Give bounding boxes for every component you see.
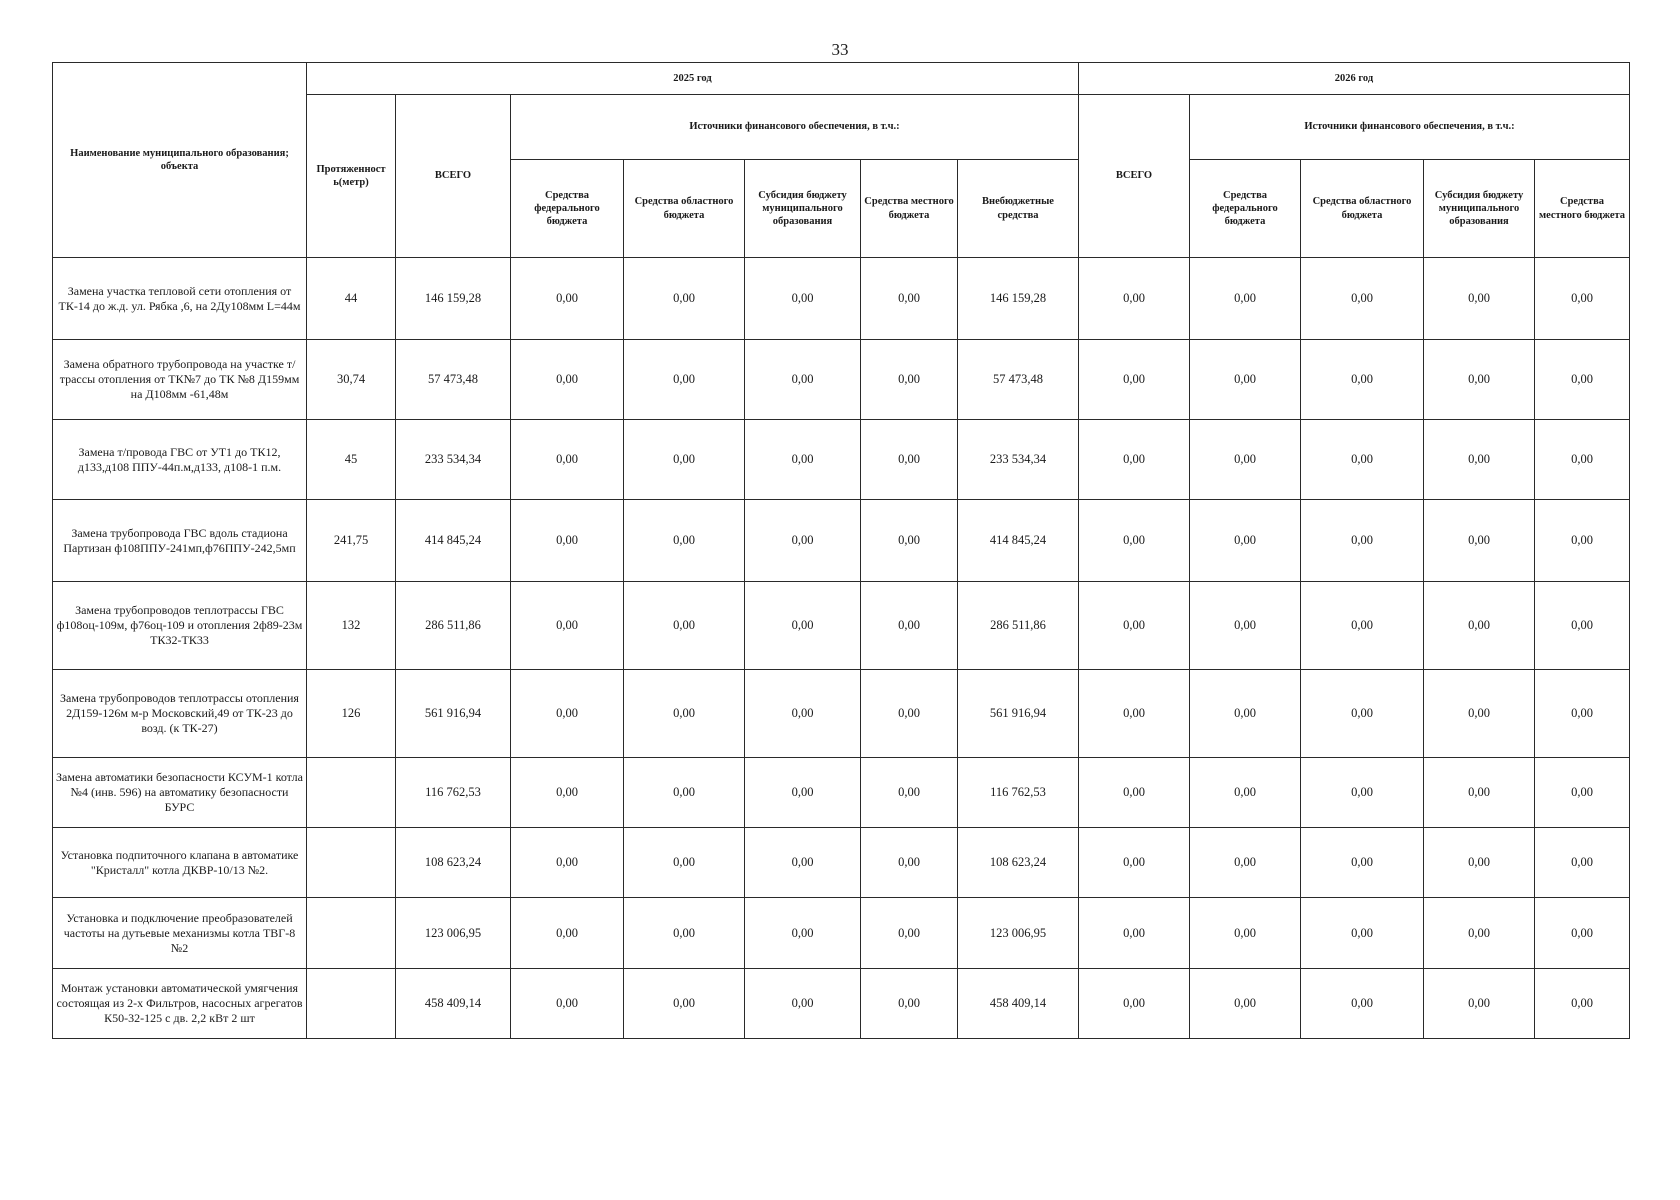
- total-2026-cell: 0,00: [1079, 969, 1190, 1039]
- total-2025-header: ВСЕГО: [396, 95, 511, 258]
- source-2025-value-cell: 0,00: [511, 258, 624, 340]
- source-2025-value-cell: 0,00: [861, 582, 958, 670]
- object-name-cell: Замена т/провода ГВС от УТ1 до ТК12, д133,д108 ППУ-44п.м,д133, д108-1 п.м.: [53, 420, 307, 500]
- source-2025-value-cell: 0,00: [861, 758, 958, 828]
- source-2025-value-cell: 0,00: [745, 420, 861, 500]
- source-2026-value-cell: 0,00: [1190, 670, 1301, 758]
- source-2025-value-cell: 0,00: [861, 898, 958, 969]
- source-2026-value-cell: 0,00: [1190, 758, 1301, 828]
- table-row: [53, 898, 1630, 969]
- length-column-header: Протяженност ь(метр): [307, 95, 396, 258]
- source-2025-value-cell: 0,00: [511, 828, 624, 898]
- source-2025-value-cell: 0,00: [745, 340, 861, 420]
- source-2025-value-cell: 0,00: [511, 340, 624, 420]
- object-name-cell: Замена трубопровода ГВС вдоль стадиона Партизан ф108ППУ-241мп,ф76ППУ-242,5мп: [53, 500, 307, 582]
- source-2026-value-cell: 0,00: [1535, 258, 1630, 340]
- total-2025-cell: 146 159,28: [396, 258, 511, 340]
- source-2026-value-cell: 0,00: [1424, 500, 1535, 582]
- source-2026-value-cell: 0,00: [1301, 670, 1424, 758]
- object-name-cell: Установка подпиточного клапана в автоматике "Кристалл" котла ДКВР-10/13 №2.: [53, 828, 307, 898]
- source-2026-value-cell: 0,00: [1190, 500, 1301, 582]
- source-2026-value-cell: 0,00: [1301, 828, 1424, 898]
- source-2025-value-cell: 0,00: [624, 582, 745, 670]
- length-cell: [307, 758, 396, 828]
- source-2025-value-cell: 57 473,48: [958, 340, 1079, 420]
- source-2026-value-cell: 0,00: [1190, 969, 1301, 1039]
- length-cell: 30,74: [307, 340, 396, 420]
- table-row: [53, 258, 1630, 340]
- object-name-cell: Замена трубопроводов теплотрассы ГВС ф108оц-109м, ф76оц-109 и отопления 2ф89-23м ТК32-ТК33: [53, 582, 307, 670]
- source-2025-value-cell: 0,00: [745, 500, 861, 582]
- source-2025-value-cell: 0,00: [511, 500, 624, 582]
- table-row: [53, 420, 1630, 500]
- length-cell: 126: [307, 670, 396, 758]
- source-2026-value-cell: 0,00: [1301, 969, 1424, 1039]
- source-2026-value-cell: 0,00: [1190, 582, 1301, 670]
- source-2025-value-cell: 0,00: [745, 898, 861, 969]
- length-cell: 132: [307, 582, 396, 670]
- total-2026-cell: 0,00: [1079, 758, 1190, 828]
- source-2025-value-cell: 0,00: [861, 828, 958, 898]
- source-2026-value-cell: 0,00: [1301, 898, 1424, 969]
- source-2025-value-cell: 0,00: [511, 898, 624, 969]
- length-cell: [307, 898, 396, 969]
- table-body: [53, 258, 1630, 1039]
- object-column-header: Наименование муниципального образования; объекта: [53, 63, 307, 258]
- source-2026-value-cell: 0,00: [1190, 420, 1301, 500]
- source-2025-value-cell: 0,00: [745, 670, 861, 758]
- source-2025-value-cell: 0,00: [745, 828, 861, 898]
- source-2025-extrabudget: Внебюджетные средства: [958, 160, 1079, 258]
- source-2025-regional: Средства областного бюджета: [624, 160, 745, 258]
- source-2025-value-cell: 0,00: [745, 758, 861, 828]
- page-number: 33: [831, 40, 849, 59]
- source-2026-value-cell: 0,00: [1535, 969, 1630, 1039]
- source-2025-value-cell: 123 006,95: [958, 898, 1079, 969]
- total-2026-cell: 0,00: [1079, 898, 1190, 969]
- source-2026-value-cell: 0,00: [1535, 420, 1630, 500]
- source-2025-value-cell: 0,00: [624, 969, 745, 1039]
- source-2025-local: Средства местного бюджета: [861, 160, 958, 258]
- source-2026-value-cell: 0,00: [1190, 898, 1301, 969]
- total-2026-cell: 0,00: [1079, 828, 1190, 898]
- source-2025-value-cell: 0,00: [511, 582, 624, 670]
- source-2026-value-cell: 0,00: [1424, 340, 1535, 420]
- source-2025-value-cell: 0,00: [624, 500, 745, 582]
- object-name-cell: Замена автоматики безопасности КСУМ-1 котла №4 (инв. 596) на автоматику безопасности БУРС: [53, 758, 307, 828]
- source-2026-local: Средства местного бюджета: [1535, 160, 1630, 258]
- source-2025-value-cell: 116 762,53: [958, 758, 1079, 828]
- length-cell: 44: [307, 258, 396, 340]
- source-2025-value-cell: 0,00: [624, 258, 745, 340]
- source-2025-value-cell: 0,00: [861, 340, 958, 420]
- source-2026-value-cell: 0,00: [1535, 758, 1630, 828]
- table-row: [53, 582, 1630, 670]
- source-2026-value-cell: 0,00: [1535, 582, 1630, 670]
- source-2025-subsidy: Субсидия бюджету муниципального образования: [745, 160, 861, 258]
- source-2025-value-cell: 0,00: [624, 420, 745, 500]
- source-2025-value-cell: 108 623,24: [958, 828, 1079, 898]
- total-2025-cell: 233 534,34: [396, 420, 511, 500]
- source-2025-value-cell: 0,00: [861, 969, 958, 1039]
- table-row: [53, 500, 1630, 582]
- total-2025-cell: 57 473,48: [396, 340, 511, 420]
- source-2026-value-cell: 0,00: [1301, 758, 1424, 828]
- source-2025-value-cell: 0,00: [861, 258, 958, 340]
- length-cell: [307, 828, 396, 898]
- source-2026-value-cell: 0,00: [1301, 582, 1424, 670]
- source-2026-value-cell: 0,00: [1424, 969, 1535, 1039]
- source-2025-value-cell: 233 534,34: [958, 420, 1079, 500]
- source-2026-value-cell: 0,00: [1301, 500, 1424, 582]
- source-2025-value-cell: 0,00: [624, 758, 745, 828]
- source-2025-federal: Средства федерального бюджета: [511, 160, 624, 258]
- source-2026-value-cell: 0,00: [1301, 340, 1424, 420]
- total-2025-cell: 108 623,24: [396, 828, 511, 898]
- total-2025-cell: 414 845,24: [396, 500, 511, 582]
- source-2025-value-cell: 0,00: [624, 340, 745, 420]
- source-2025-value-cell: 0,00: [861, 670, 958, 758]
- total-2026-cell: 0,00: [1079, 500, 1190, 582]
- table-row: [53, 969, 1630, 1039]
- sources-2025-header: Источники финансового обеспечения, в т.ч.:: [511, 95, 1079, 160]
- object-name-cell: Установка и подключение преобразователей частоты на дутьевые механизмы котла ТВГ-8 №2: [53, 898, 307, 969]
- source-2026-value-cell: 0,00: [1190, 340, 1301, 420]
- source-2025-value-cell: 0,00: [511, 758, 624, 828]
- source-2026-value-cell: 0,00: [1535, 898, 1630, 969]
- total-2026-header: ВСЕГО: [1079, 95, 1190, 258]
- table-row: [53, 670, 1630, 758]
- financing-table: [52, 62, 1630, 1039]
- source-2025-value-cell: 0,00: [745, 969, 861, 1039]
- source-2025-value-cell: 0,00: [511, 969, 624, 1039]
- source-2025-value-cell: 561 916,94: [958, 670, 1079, 758]
- source-2026-federal: Средства федерального бюджета: [1190, 160, 1301, 258]
- object-name-cell: Монтаж установки автоматической умягчения состоящая из 2-х Фильтров, насосных агрегатов К50-32-125 с дв. 2,2 кВт 2 шт: [53, 969, 307, 1039]
- object-name-cell: Замена трубопроводов теплотрассы отопления 2Д159-126м м-р Московский,49 от ТК-23 до возд. (к ТК-27): [53, 670, 307, 758]
- source-2026-value-cell: 0,00: [1190, 828, 1301, 898]
- source-2026-regional: Средства областного бюджета: [1301, 160, 1424, 258]
- total-2025-cell: 561 916,94: [396, 670, 511, 758]
- source-2025-value-cell: 458 409,14: [958, 969, 1079, 1039]
- source-2026-value-cell: 0,00: [1301, 258, 1424, 340]
- source-2025-value-cell: 0,00: [624, 898, 745, 969]
- header-row-years: [53, 63, 1630, 95]
- object-name-cell: Замена участка тепловой сети отопления от ТК-14 до ж.д. ул. Рябка ,6, на 2Ду108мм L=44м: [53, 258, 307, 340]
- source-2026-value-cell: 0,00: [1535, 500, 1630, 582]
- source-2026-value-cell: 0,00: [1424, 670, 1535, 758]
- total-2026-cell: 0,00: [1079, 420, 1190, 500]
- year-2025-header: 2025 год: [307, 63, 1079, 95]
- table-row: [53, 758, 1630, 828]
- source-2026-value-cell: 0,00: [1424, 582, 1535, 670]
- total-2025-cell: 458 409,14: [396, 969, 511, 1039]
- total-2026-cell: 0,00: [1079, 258, 1190, 340]
- source-2025-value-cell: 0,00: [861, 500, 958, 582]
- length-cell: 45: [307, 420, 396, 500]
- source-2025-value-cell: 414 845,24: [958, 500, 1079, 582]
- total-2026-cell: 0,00: [1079, 670, 1190, 758]
- source-2025-value-cell: 0,00: [745, 582, 861, 670]
- source-2026-value-cell: 0,00: [1301, 420, 1424, 500]
- source-2025-value-cell: 0,00: [624, 828, 745, 898]
- table-row: [53, 828, 1630, 898]
- object-name-cell: Замена обратного трубопровода на участке т/трассы отопления от ТК№7 до ТК №8 Д159мм на Д108мм -61,48м: [53, 340, 307, 420]
- table-row: [53, 340, 1630, 420]
- total-2025-cell: 116 762,53: [396, 758, 511, 828]
- total-2025-cell: 123 006,95: [396, 898, 511, 969]
- source-2026-value-cell: 0,00: [1424, 420, 1535, 500]
- source-2025-value-cell: 286 511,86: [958, 582, 1079, 670]
- total-2026-cell: 0,00: [1079, 340, 1190, 420]
- year-2026-header: 2026 год: [1079, 63, 1630, 95]
- source-2026-subsidy: Субсидия бюджету муниципального образования: [1424, 160, 1535, 258]
- source-2026-value-cell: 0,00: [1535, 828, 1630, 898]
- source-2026-value-cell: 0,00: [1535, 670, 1630, 758]
- source-2025-value-cell: 0,00: [861, 420, 958, 500]
- length-cell: 241,75: [307, 500, 396, 582]
- source-2025-value-cell: 0,00: [511, 420, 624, 500]
- sources-2026-header: Источники финансового обеспечения, в т.ч.:: [1190, 95, 1630, 160]
- total-2026-cell: 0,00: [1079, 582, 1190, 670]
- source-2026-value-cell: 0,00: [1190, 258, 1301, 340]
- source-2026-value-cell: 0,00: [1424, 758, 1535, 828]
- source-2025-value-cell: 0,00: [624, 670, 745, 758]
- length-cell: [307, 969, 396, 1039]
- source-2026-value-cell: 0,00: [1535, 340, 1630, 420]
- source-2025-value-cell: 146 159,28: [958, 258, 1079, 340]
- source-2025-value-cell: 0,00: [745, 258, 861, 340]
- source-2026-value-cell: 0,00: [1424, 828, 1535, 898]
- source-2026-value-cell: 0,00: [1424, 898, 1535, 969]
- source-2025-value-cell: 0,00: [511, 670, 624, 758]
- source-2026-value-cell: 0,00: [1424, 258, 1535, 340]
- total-2025-cell: 286 511,86: [396, 582, 511, 670]
